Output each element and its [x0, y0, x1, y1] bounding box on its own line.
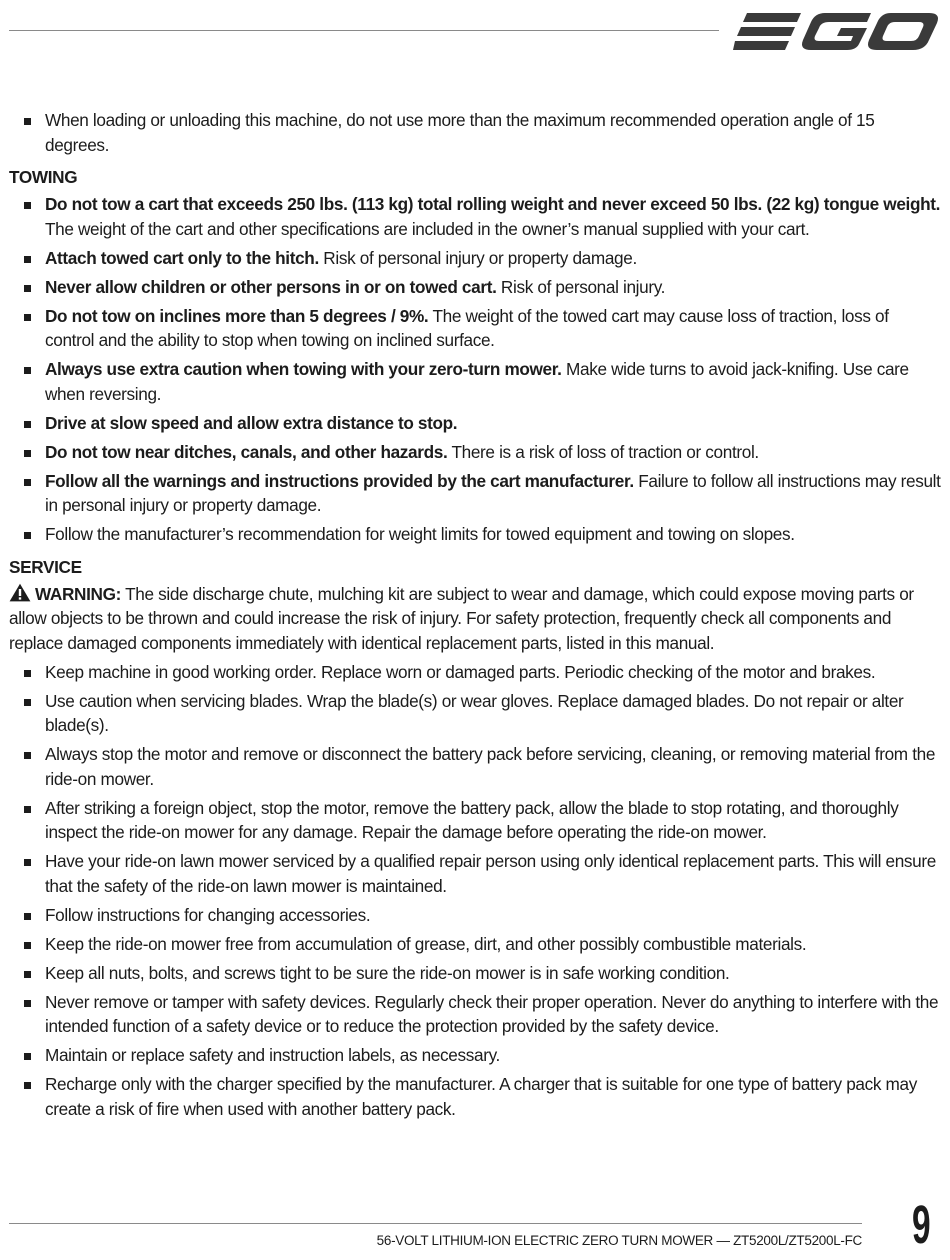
square-bullet-icon — [24, 479, 31, 486]
towing-item — [9, 357, 941, 406]
towing-list — [9, 192, 941, 547]
service-item-text: Use caution when servicing blades. Wrap the blade(s) or wear gloves. Replace damaged blades. Do not repair or alter blade(s). — [45, 690, 904, 735]
service-item — [9, 742, 941, 791]
square-bullet-icon — [24, 913, 31, 920]
square-bullet-icon — [24, 450, 31, 457]
service-item-text: Never remove or tamper with safety devices. Regularly check their proper operation. Never do anything to interfere with the intended function of a safety device or to reduce the protection provided by the safety device. — [45, 991, 939, 1036]
towing-item-bold: Always use extra caution when towing with your zero-turn mower. — [45, 359, 562, 379]
towing-item-bold: Do not tow near ditches, canals, and other hazards. — [45, 441, 448, 462]
towing-item-text: Make wide turns to avoid jack-knifing. Use care when reversing. — [45, 359, 909, 404]
towing-item-text: Risk of personal injury or property damage. — [318, 247, 637, 268]
service-item — [9, 849, 941, 898]
towing-item — [9, 192, 941, 241]
list-item-text: When loading or unloading this machine, do not use more than the maximum recommended operation angle of 15 degrees. — [45, 110, 875, 155]
towing-item-bold: Do not tow on inclines more than 5 degrees / 9%. — [45, 305, 429, 326]
square-bullet-icon — [24, 118, 31, 125]
towing-item — [9, 469, 941, 518]
service-item-text: Follow instructions for changing accessories. — [45, 904, 371, 925]
footer-rule — [9, 1223, 862, 1224]
service-item-text: Always stop the motor and remove or disconnect the battery pack before servicing, cleaning, or removing material from the ride-on mower. — [45, 744, 936, 789]
warning-text: The side discharge chute, mulching kit are subject to wear and damage, which could expose moving parts or allow objects to be thrown and could increase the risk of injury. For safety protection, frequently check all components and replace damaged components immediately with identical replacement parts, listed in this manual. — [9, 583, 914, 653]
service-item-text: Keep all nuts, bolts, and screws tight to be sure the ride-on mower is in safe working condition. — [45, 962, 730, 983]
square-bullet-icon — [24, 806, 31, 813]
service-item-text: Recharge only with the charger specified by the manufacturer. A charger that is suitable for one type of battery pack may create a risk of fire when used with another battery pack. — [45, 1074, 917, 1119]
square-bullet-icon — [24, 1082, 31, 1089]
square-bullet-icon — [24, 314, 31, 321]
footer-title: 56-VOLT LITHIUM-ION ELECTRIC ZERO TURN MOWER — ZT5200L/ZT5200L-FC — [376, 1233, 862, 1248]
header-rule — [9, 30, 719, 31]
towing-item-bold: Follow all the warnings and instructions provided by the cart manufacturer. — [45, 470, 634, 491]
towing-item — [9, 246, 941, 271]
page-number: 9 — [912, 1195, 931, 1255]
towing-item-bold: Drive at slow speed and allow extra distance to stop. — [45, 412, 458, 433]
service-item-text: Have your ride-on lawn mower serviced by a qualified repair person using only identical replacement parts. This will ensure that the safety of the ride-on lawn mower is maintained. — [45, 851, 936, 896]
service-item-text: After striking a foreign object, stop the motor, remove the battery pack, allow the blade to stop rotating, and thoroughly inspect the ride-on mower for any damage. Repair the damage before operating the ride-on mower. — [45, 797, 899, 842]
service-item — [9, 1072, 941, 1121]
square-bullet-icon — [24, 421, 31, 428]
square-bullet-icon — [24, 670, 31, 677]
service-item — [9, 961, 941, 986]
square-bullet-icon — [24, 859, 31, 866]
service-item — [9, 796, 941, 845]
service-item-text: Keep the ride-on mower free from accumulation of grease, dirt, and other possibly combustible materials. — [45, 933, 807, 954]
towing-item-text: There is a risk of loss of traction or control. — [447, 441, 759, 462]
service-item — [9, 990, 941, 1039]
square-bullet-icon — [24, 256, 31, 263]
towing-item-text: Risk of personal injury. — [496, 276, 666, 297]
page-content — [9, 108, 941, 1126]
square-bullet-icon — [24, 367, 31, 374]
towing-item — [9, 304, 941, 353]
warning-triangle-icon — [9, 583, 31, 602]
square-bullet-icon — [24, 285, 31, 292]
service-warning — [9, 582, 941, 656]
square-bullet-icon — [24, 202, 31, 209]
towing-item — [9, 275, 941, 300]
square-bullet-icon — [24, 752, 31, 759]
towing-item-text: Follow the manufacturer’s recommendation for weight limits for towed equipment and towing on slopes. — [45, 524, 795, 544]
square-bullet-icon — [24, 532, 31, 539]
service-item — [9, 689, 941, 738]
service-item — [9, 660, 941, 685]
intro-list — [9, 108, 941, 157]
towing-item-bold: Do not tow a cart that exceeds 250 lbs. (113 kg) total rolling weight and never exceed 50 lbs. (22 kg) tongue weight. — [45, 194, 941, 214]
ego-logo — [733, 6, 938, 56]
square-bullet-icon — [24, 699, 31, 706]
service-item — [9, 1043, 941, 1068]
towing-item — [9, 440, 941, 465]
towing-item — [9, 411, 941, 436]
service-list — [9, 660, 941, 1122]
service-item-text: Keep machine in good working order. Replace worn or damaged parts. Periodic checking of the motor and brakes. — [45, 661, 876, 682]
square-bullet-icon — [24, 1053, 31, 1060]
service-item — [9, 932, 941, 957]
towing-item — [9, 522, 941, 547]
towing-item-text: Failure to follow all instructions may result in personal injury or property damage. — [45, 470, 941, 515]
square-bullet-icon — [24, 942, 31, 949]
service-item-text: Maintain or replace safety and instruction labels, as necessary. — [45, 1045, 500, 1065]
service-heading: SERVICE — [9, 556, 82, 577]
towing-item-bold: Attach towed cart only to the hitch. — [45, 247, 319, 268]
service-item — [9, 903, 941, 928]
towing-item-bold: Never allow children or other persons in or on towed cart. — [45, 276, 497, 297]
list-item — [9, 108, 941, 157]
square-bullet-icon — [24, 1000, 31, 1007]
warning-label: WARNING: — [35, 583, 121, 604]
square-bullet-icon — [24, 971, 31, 978]
towing-heading: TOWING — [9, 167, 78, 187]
towing-item-text: The weight of the cart and other specifications are included in the owner’s manual supplied with your cart. — [45, 218, 810, 239]
towing-item-text: The weight of the towed cart may cause loss of traction, loss of control and the ability to stop when towing on inclined surface. — [45, 305, 889, 350]
